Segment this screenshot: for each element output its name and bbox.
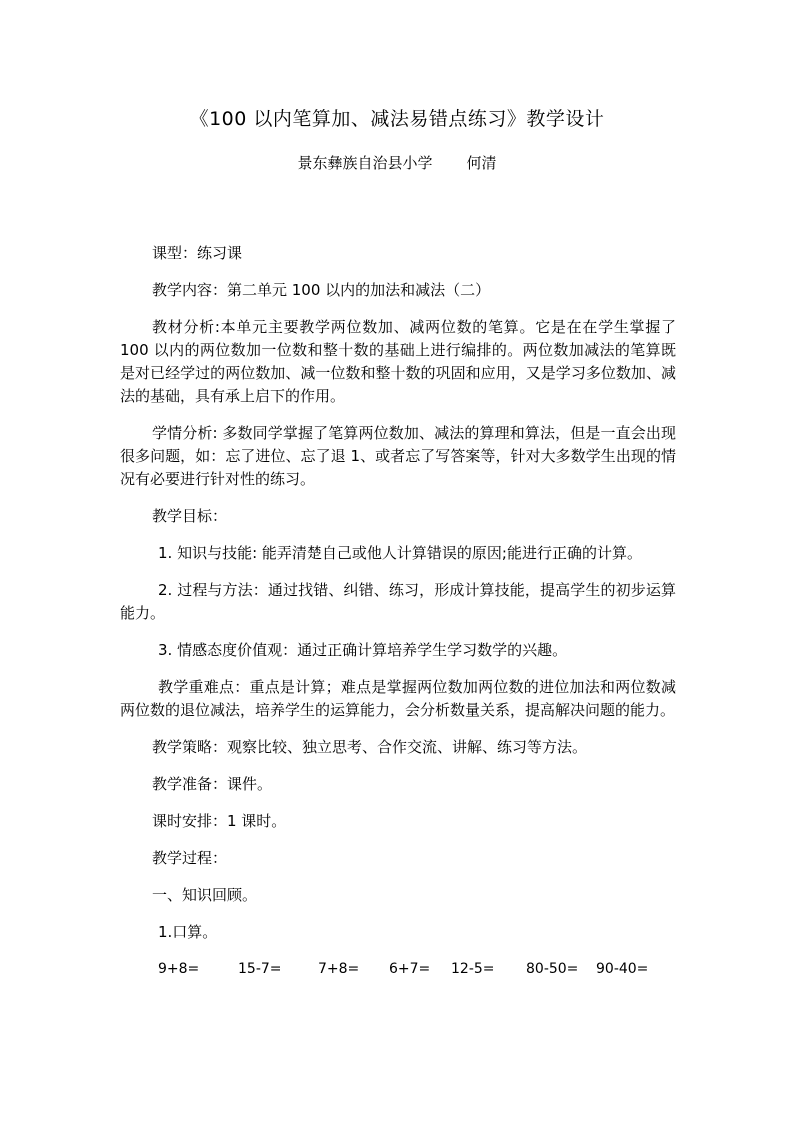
oral-heading: 1.口算。 [158, 923, 218, 941]
section-1-heading: 一、知识回顾。 [152, 886, 258, 904]
oral-problem: 9+8= [158, 961, 200, 977]
document-title: 《100 以内笔算加、减法易错点练习》教学设计 [189, 108, 605, 130]
key-points: 教学重难点：重点是计算；难点是掌握两位数加两位数的进位加法和两位数减两位数的退位减法，培养学生的运算能力，会分析数量关系，提高解决问题的能力。 [120, 678, 676, 719]
teaching-strategy: 教学策略：观察比较、独立思考、合作交流、讲解、练习等方法。 [152, 738, 588, 756]
oral-problem: 15-7= [238, 961, 282, 977]
lesson-content: 教学内容：第二单元 100 以内的加法和减法（二） [152, 281, 491, 299]
author-line [0, 152, 794, 173]
author-name: 何清 [466, 154, 497, 172]
oral-problem: 12-5= [451, 961, 495, 977]
lesson-type: 课型：练习课 [152, 244, 243, 262]
oral-problem: 7+8= [318, 961, 360, 977]
class-schedule: 课时安排：1 课时。 [152, 812, 287, 830]
objective-2: 2. 过程与方法：通过找错、纠错、练习，形成计算技能，提高学生的初步运算能力。 [120, 581, 676, 622]
teaching-preparation: 教学准备：课件。 [152, 775, 273, 793]
oral-problems-row [120, 958, 676, 981]
document-body [120, 242, 676, 981]
objectives-heading: 教学目标： [152, 507, 228, 525]
oral-problem: 90-40= [596, 961, 649, 977]
objective-3: 3. 情感态度价值观：通过正确计算培养学生学习数学的兴趣。 [158, 641, 568, 659]
school-name: 景东彝族自治县小学 [297, 154, 433, 172]
textbook-analysis: 教材分析:本单元主要教学两位数加、减两位数的笔算。它是在在学生掌握了 100 以内的两位数加一位数和整十数的基础上进行编排的。两位数加减法的笔算既是对已经学过的两位数加、减一位数和整十数的巩固和应用，又是学习多位数加、减法的基础，具有承上启下的作用。 [120, 318, 676, 405]
process-heading: 教学过程： [152, 849, 228, 867]
objective-1: 1. 知识与技能: 能弄清楚自己或他人计算错误的原因;能进行正确的计算。 [158, 544, 642, 562]
oral-problem: 80-50= [526, 961, 579, 977]
student-analysis: 学情分析: 多数同学掌握了笔算两位数加、减法的算理和算法，但是一直会出现很多问题，如：忘了进位、忘了退 1、或者忘了写答案等，针对大多数学生出现的情况有必要进行针对性的练习。 [120, 424, 676, 488]
oral-problem: 6+7= [389, 961, 431, 977]
